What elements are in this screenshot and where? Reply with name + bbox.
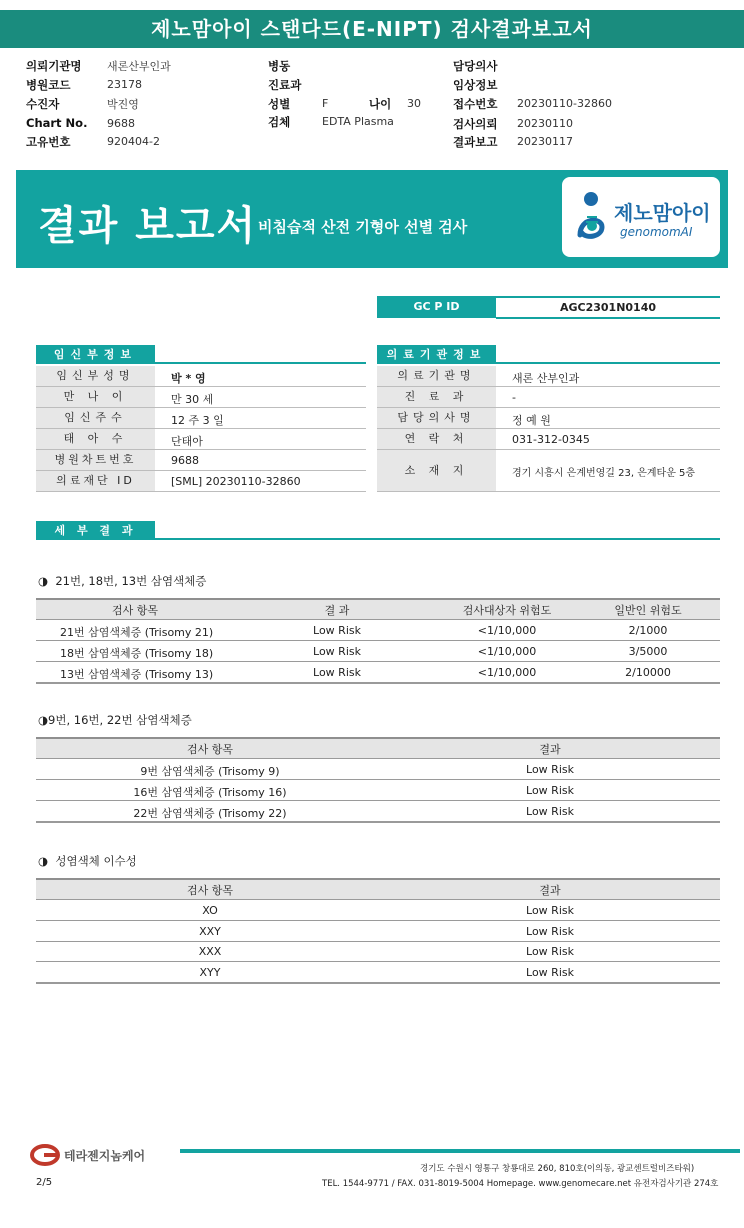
- half-circle-icon: ◑: [38, 574, 49, 588]
- t3-r1-item: XXY: [199, 925, 221, 938]
- pregnant-info-tag: 임신부정보: [36, 345, 155, 364]
- t2-title-text: 9번, 16번, 22번 삼염색체증: [48, 713, 192, 727]
- report-title: 제노맘아이 스탠다드(E-NIPT) 검사결과보고서: [0, 10, 744, 48]
- institution-tag-line: [496, 362, 720, 364]
- t1-r2-general-risk: 2/10000: [625, 666, 671, 679]
- age-label: 나이: [369, 97, 392, 111]
- t3-divider: [36, 941, 720, 942]
- t1-r1-item: 18번 삼염색체증 (Trisomy 18): [60, 647, 214, 660]
- t3-r3-result: Low Risk: [526, 966, 574, 979]
- detail-tag-line: [155, 538, 720, 540]
- t1-r0-result: Low Risk: [313, 624, 361, 637]
- ward-label: 병동: [268, 59, 291, 73]
- t3-r2-item: XXX: [198, 945, 222, 958]
- t1-h-result: 결 과: [324, 604, 350, 617]
- t3-r1-result: Low Risk: [526, 925, 574, 938]
- t1-bottom: [36, 682, 720, 684]
- t3-title-text: 성염색체 이수성: [55, 854, 137, 868]
- t2-title: [38, 712, 192, 728]
- t3-divider: [36, 899, 720, 900]
- half-circle-icon: ◑: [38, 713, 49, 727]
- t1-r1-subject-risk: <1/10,000: [477, 645, 537, 658]
- t3-r0-result: Low Risk: [526, 904, 574, 917]
- t3-h-result: 결과: [539, 884, 561, 897]
- preg-age-value: 만 30 세: [171, 393, 214, 406]
- t2-r2-item: 22번 삼염색체증 (Trisomy 22): [133, 807, 287, 820]
- t2-h-result: 결과: [539, 743, 561, 756]
- t2-header: [36, 737, 720, 758]
- t3-bottom: [36, 982, 720, 984]
- t2-divider: [36, 800, 720, 801]
- t3-divider: [36, 920, 720, 921]
- id-value: 920404-2: [107, 135, 160, 148]
- dept-label: 진료과: [268, 78, 302, 92]
- preg-age-label: 만 나 이: [36, 387, 155, 407]
- specimen-label: 검체: [268, 115, 291, 129]
- t1-r1-result: Low Risk: [313, 645, 361, 658]
- preg-weeks-label: 임신주수: [36, 408, 155, 428]
- t1-r0-subject-risk: <1/10,000: [477, 624, 537, 637]
- clinical-label: 임상정보: [453, 78, 498, 92]
- footer-contact: TEL. 1544-9771 / FAX. 031-8019-5004 Homepage. www.genomecare.net 유전자검사기관 274호: [322, 1179, 719, 1189]
- inst-address-label: 소 재 지: [377, 450, 496, 491]
- page-number: 2/5: [36, 1177, 53, 1188]
- t1-title-text: 21번, 18번, 13번 삼염색체증: [55, 574, 207, 588]
- result-banner: [16, 170, 728, 268]
- detail-results-tag: 세 부 결 과: [36, 521, 155, 540]
- t1-r0-item: 21번 삼염색체증 (Trisomy 21): [60, 626, 214, 639]
- t1-r1-general-risk: 3/5000: [628, 645, 668, 658]
- inst-doctor-value: 정 예 원: [512, 414, 551, 427]
- receipt-value: 20230110-32860: [517, 97, 612, 110]
- t2-r2-result: Low Risk: [526, 805, 574, 818]
- request-label: 검사의뢰: [453, 117, 498, 131]
- t1-r2-item: 13번 삼염색체증 (Trisomy 13): [60, 668, 214, 681]
- request-value: 20230110: [517, 117, 573, 130]
- t1-r0-general-risk: 2/1000: [628, 624, 668, 637]
- t2-r0-item: 9번 삼염색체증 (Trisomy 9): [140, 765, 280, 778]
- inst-doctor-label: 담당의사명: [377, 408, 496, 428]
- t1-divider: [36, 661, 720, 662]
- t2-bottom: [36, 821, 720, 823]
- t1-r2-subject-risk: <1/10,000: [477, 666, 537, 679]
- hospital-value: 새론산부인과: [107, 60, 171, 73]
- t3-r0-item: XO: [202, 904, 218, 917]
- banner-subtitle: 비침습적 산전 기형아 선별 검사: [258, 218, 468, 236]
- t1-h-general-risk: 일반인 위험도: [614, 604, 682, 617]
- id-label: 고유번호: [26, 135, 71, 149]
- t1-h-subject-risk: 검사대상자 위험도: [462, 604, 552, 617]
- preg-divider: [36, 491, 366, 492]
- preg-chart-label: 병원차트번호: [36, 450, 155, 470]
- code-value: 23178: [107, 78, 142, 91]
- genomom-logo: [562, 177, 720, 257]
- footer-address: 경기도 수원시 영통구 창룡대로 260, 810호(이의동, 광교센트럴비즈타워): [420, 1164, 695, 1174]
- inst-contact-value: 031-312-0345: [512, 433, 590, 446]
- specimen-value: EDTA Plasma: [322, 115, 394, 128]
- t1-r2-result: Low Risk: [313, 666, 361, 679]
- preg-foundation-label: 의료재단 ID: [36, 471, 155, 491]
- t2-h-item: 검사 항목: [186, 743, 233, 756]
- dna-mother-icon: [572, 189, 610, 243]
- chart-value: 9688: [107, 117, 135, 130]
- t2-divider: [36, 779, 720, 780]
- preg-name-value: 박 * 영: [171, 372, 206, 385]
- preg-fetus-label: 태 아 수: [36, 429, 155, 449]
- inst-contact-label: 연 락 처: [377, 429, 496, 449]
- inst-name-label: 의료기관명: [377, 366, 496, 386]
- preg-chart-value: 9688: [171, 454, 199, 467]
- t2-r0-result: Low Risk: [526, 763, 574, 776]
- inst-address-value: 경기 시흥시 은계번영길 23, 은계타운 5층: [512, 468, 696, 479]
- inst-dept-value: -: [512, 391, 516, 404]
- gcp-id-value: AGC2301N0140: [559, 301, 657, 314]
- gcp-id-label: GC P ID: [377, 296, 496, 318]
- preg-foundation-value: [SML] 20230110-32860: [171, 475, 301, 488]
- preg-weeks-value: 12 주 3 일: [171, 414, 224, 427]
- t2-divider: [36, 758, 720, 759]
- t1-divider: [36, 640, 720, 641]
- report-label: 결과보고: [453, 135, 498, 149]
- hospital-label: 의뢰기관명: [26, 59, 82, 73]
- t3-h-item: 검사 항목: [186, 884, 233, 897]
- sex-value: F: [322, 97, 329, 110]
- doctor-label: 담당의사: [453, 59, 498, 73]
- chart-label: Chart No.: [26, 116, 88, 130]
- patient-value: 박진영: [107, 98, 139, 111]
- inst-name-value: 새론 산부인과: [512, 372, 580, 385]
- institution-info-tag: 의료기관정보: [377, 345, 496, 364]
- footer-company: 테라젠지놈케어: [64, 1149, 146, 1163]
- receipt-label: 접수번호: [453, 97, 498, 111]
- t3-title: [38, 853, 137, 869]
- t2-r1-result: Low Risk: [526, 784, 574, 797]
- report-value: 20230117: [517, 135, 573, 148]
- t2-r1-item: 16번 삼염색체증 (Trisomy 16): [133, 786, 287, 799]
- t3-divider: [36, 961, 720, 962]
- sex-label: 성별: [268, 97, 291, 111]
- t1-divider: [36, 619, 720, 620]
- pregnant-tag-line: [155, 362, 366, 364]
- t3-r3-item: XYY: [199, 966, 221, 979]
- age-value: 30: [407, 97, 421, 110]
- patient-label: 수진자: [26, 97, 60, 111]
- t3-r2-result: Low Risk: [526, 945, 574, 958]
- t3-header: [36, 878, 720, 899]
- footer-rule: [180, 1149, 740, 1153]
- banner-title: 결과 보고서: [38, 203, 258, 249]
- t1-h-item: 검사 항목: [111, 604, 158, 617]
- logo-subtext: genomomAI: [620, 225, 693, 239]
- preg-fetus-value: 단태아: [171, 435, 203, 448]
- t1-title: [38, 573, 206, 589]
- code-label: 병원코드: [26, 78, 71, 92]
- inst-dept-label: 진 료 과: [377, 387, 496, 407]
- logo-text: 제노맘아이: [614, 201, 711, 225]
- terragen-logo-icon: [30, 1144, 60, 1166]
- gcp-line-bottom: [496, 317, 720, 319]
- inst-divider: [377, 491, 720, 492]
- preg-name-label: 임신부성명: [36, 366, 155, 386]
- half-circle-icon: ◑: [38, 854, 49, 868]
